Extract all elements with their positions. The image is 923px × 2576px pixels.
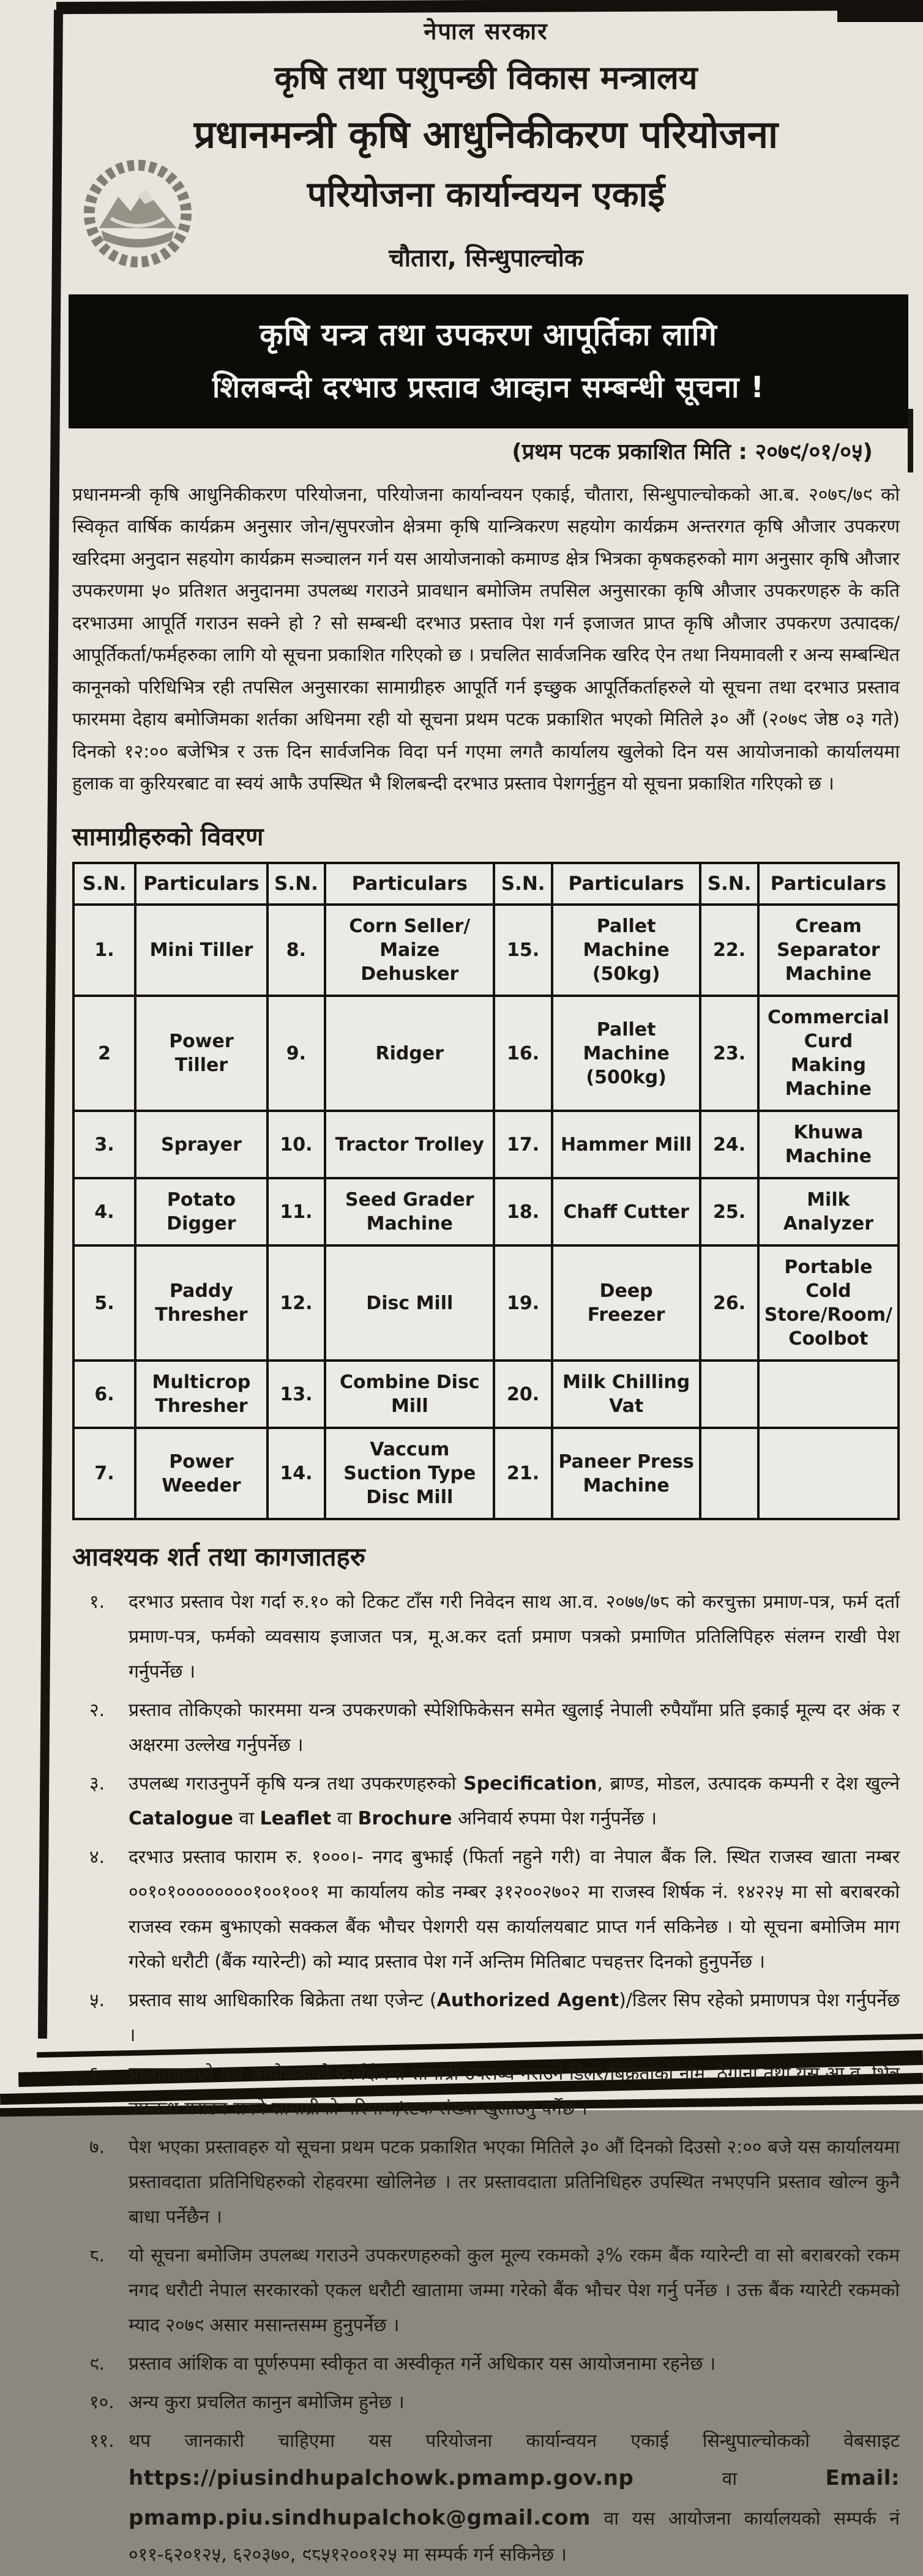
table-header-cell: S.N. xyxy=(700,863,758,905)
table-row xyxy=(73,1428,899,1519)
ministry-line: कृषि तथा पशुपन्छी विकास मन्त्रालय xyxy=(274,59,698,97)
text-fragment: प्रस्ताव साथ आधिकारिक बिक्रेता तथा एजेन्ट ( xyxy=(129,1990,437,2012)
condition-item xyxy=(89,2238,900,2343)
text-fragment: अन्य कुरा प्रचलित कानुन बमोजिम हुनेछ । xyxy=(129,2392,405,2414)
table-row xyxy=(73,1361,899,1428)
text-fragment: )/डिलर सिप रहेको प्रमाणपत्र पेश गर्नुपर्नेछ । xyxy=(129,1990,900,2047)
first-published-date: (प्रथम पटक प्रकाशित मिति : २०७९/०१/०५) xyxy=(512,439,873,465)
particular-cell: Ridger xyxy=(325,996,494,1111)
condition-item xyxy=(89,2130,900,2234)
serial-number-cell: 22. xyxy=(700,905,758,996)
latin-text-fragment: Specification xyxy=(463,1773,597,1795)
particular-cell: Pallet Machine (50kg) xyxy=(552,905,701,996)
condition-item xyxy=(89,2385,900,2420)
text-fragment: दरभाउ प्रस्ताव फाराम रु. १०००।- नगद बुझाई (फिर्ता नहुने गरी) वा नेपाल बैंक लि. स्थित राजस्व खाता नम्बर ००१०१००००००००१००१००१ मा कार्यालय कोड नम्बर ३१२००२७०२ मा राजस्व शिर्षक नं. १४२२५ मा सो बराबरको राजस्व रकम बुझाएको सक्कल बैंक भौचर पेशगरी यस कार्यालयबाट प्राप्त गर्न सकिनेछ । यो सूचना बमोजिम माग गरेको धरौटी (बैंक ग्यारेन्टी) को म्याद प्रस्ताव पेश गर्ने अन्तिम मितिबाट पचहत्तर दिनको हुनुपर्नेछ । xyxy=(129,1846,900,1973)
particular-cell: Deep Freezer xyxy=(552,1245,701,1361)
table-header-cell: S.N. xyxy=(267,863,325,905)
condition-item xyxy=(89,1693,900,1763)
serial-number-cell: 24. xyxy=(700,1111,758,1178)
table-header-cell: S.N. xyxy=(73,863,135,905)
serial-number-cell: 1. xyxy=(73,905,135,996)
serial-number-cell: 6. xyxy=(73,1361,135,1428)
condition-text xyxy=(129,1693,900,1763)
banner-title-line2: शिलबन्दी दरभाउ प्रस्ताव आव्हान सम्बन्धी सूचना ! xyxy=(212,370,765,405)
condition-text xyxy=(129,2385,900,2420)
materials-table-body xyxy=(73,905,899,1519)
particular-cell: Portable Cold Store/Room/ Coolbot xyxy=(758,1245,899,1361)
particular-cell xyxy=(758,1361,899,1428)
text-fragment: दरभाउ प्रस्ताव पेश गर्दा रु.१० को टिकट टाँस गरी निवेदन साथ आ.व. २०७७/७८ को करचुक्ता प्रमाण-पत्र, फर्म दर्ता प्रमाण-पत्र, फर्मको व्यवसाय इजाजत पत्र, मू.अ.कर दर्ता प्रमाण पत्रको प्रमाणित प्रतिलिपिहरु संलग्न राखी पेश गर्नुपर्नेछ । xyxy=(129,1591,900,1683)
text-fragment: वा xyxy=(633,2468,826,2490)
condition-number: ९. xyxy=(89,2353,105,2375)
condition-number: १०. xyxy=(89,2392,114,2414)
serial-number-cell: 3. xyxy=(73,1111,135,1178)
condition-item xyxy=(89,1585,900,1689)
serial-number-cell: 8. xyxy=(267,905,325,996)
table-header-row xyxy=(73,863,899,905)
particular-cell: Power Weeder xyxy=(135,1428,267,1519)
serial-number-cell: 5. xyxy=(73,1245,135,1361)
particular-cell: Disc Mill xyxy=(325,1245,494,1361)
particular-cell: Corn Seller/ Maize Dehusker xyxy=(325,905,494,996)
serial-number-cell: 4. xyxy=(73,1178,135,1245)
condition-text xyxy=(129,2130,900,2234)
condition-text xyxy=(129,1983,900,2053)
particular-cell: Milk Chilling Vat xyxy=(552,1361,701,1428)
text-fragment: उपलब्ध गराउनुपर्ने कृषि यन्त्र तथा उपकरणहरुको xyxy=(129,1773,464,1795)
condition-text xyxy=(129,2238,900,2343)
serial-number-cell: 14. xyxy=(267,1428,325,1519)
particular-cell: Tractor Trolley xyxy=(325,1111,494,1178)
conditions-list xyxy=(72,1585,900,2572)
particular-cell: Hammer Mill xyxy=(552,1111,701,1178)
table-row xyxy=(73,1111,899,1178)
latin-text-fragment: Brochure xyxy=(357,1808,452,1830)
location-line: चौतारा, सिन्धुपाल्चोक xyxy=(389,244,583,272)
latin-text-fragment: https://piusindhupalchowk.pmamp.gov.np xyxy=(129,2466,634,2491)
particular-cell: Multicrop Thresher xyxy=(135,1361,267,1428)
text-fragment: वा यस आयोजना कार्यालयको सम्पर्क नं ०११-६२०१२५, ६२०३७०, ९८५१२००१२५ मा सम्पर्क गर्न सकिनेछ । xyxy=(129,2507,900,2566)
condition-item xyxy=(89,1766,900,1836)
scan-left-border xyxy=(38,10,63,2039)
serial-number-cell: 26. xyxy=(700,1245,758,1361)
serial-number-cell: 21. xyxy=(494,1428,551,1519)
serial-number-cell: 19. xyxy=(494,1245,551,1361)
text-fragment: वा xyxy=(233,1808,260,1830)
serial-number-cell: 17. xyxy=(494,1111,551,1178)
notice-body-paragraph: प्रधानमन्त्री कृषि आधुनिकीकरण परियोजना, परियोजना कार्यान्वयन एकाई, चौतारा, सिन्धुपाल्चोकको आ.ब. २०७८/७९ को स्विकृत वार्षिक कार्यक्रम अनुसार जोन/सुपरजोन क्षेत्रमा कृषि यान्त्रिकरण सहयोग कार्यक्रम अन्तरगत कृषि औजार उपकरण खरिदमा अनुदान सहयोग कार्यक्रम सञ्चालन गर्न यस आयोजनाको कमाण्ड क्षेत्र भित्रका कृषकहरुको माग अनुसार कृषि औजार उपकरणमा ५० प्रतिशत अनुदानमा उपलब्ध गराउने प्रावधान बमोजिम तपसिल अनुसारका कृषि औजार उपकरणहरु के कति दरभाउमा आपूर्ति गराउन सक्ने हो ? सो सम्बन्धी दरभाउ प्रस्ताव पेश गर्न इजाजत प्राप्त कृषि औजार उपकरण उत्पादक/आपूर्तिकर्ता/फर्महरुका लागि यो सूचना प्रकाशित गरिएको छ । प्रचलित सार्वजनिक खरिद ऐन तथा नियमावली र अन्य सम्बन्धित कानूनको परिधिभित्र रही तपसिल अनुसारका सामाग्रीहरु आपूर्ति गर्न इच्छुक आपूर्तिकर्ताहरुले यो सूचना तथा दरभाउ प्रस्ताव फारममा देहाय बमोजिमका शर्तका अधिनमा रही यो सूचना प्रथम पटक प्रकाशित भएको मितिले ३० औं (२०७९ जेष्ठ ०३ गते) दिनको १२:०० बजेभित्र र उक्त दिन सार्वजनिक विदा पर्न गएमा लगतै कार्यालय खुलेको दिन यस आयोजनाको कार्यालयमा हुलाक वा कुरियरबाट वा स्वयं आफै उपस्थित भै शिलबन्दी दरभाउ प्रस्ताव पेशगर्नुहुन यो सूचना प्रकाशित गरिएको छ । xyxy=(72,483,900,795)
materials-table xyxy=(72,862,900,1520)
nepal-government-emblem-icon xyxy=(77,155,198,277)
particular-cell: Cream Separator Machine xyxy=(758,905,899,996)
table-header-cell: S.N. xyxy=(494,863,551,905)
latin-text-fragment: Leaflet xyxy=(260,1808,332,1830)
serial-number-cell: 20. xyxy=(494,1361,551,1428)
table-row xyxy=(73,1178,899,1245)
scan-top-edge xyxy=(56,0,923,14)
condition-item xyxy=(89,2424,900,2572)
conditions-section-title: आवश्यक शर्त तथा कागजातहरु xyxy=(72,1542,365,1572)
text-fragment: प्रस्ताव आंशिक वा पूर्णरुपमा स्वीकृत वा अस्वीकृत गर्ने अधिकार यस आयोजनामा रहनेछ । xyxy=(129,2353,716,2375)
text-fragment: प्रस्तावदाताले यस आयोजनाको कार्यक्षेत्रमा सामाग्री उपलब्ध गराउने डिलर/बिक्रेताको नाम, ठेगाना तथा यस आ.व. भित्र उपलब्ध गराउन सक्ने सामाग्रीको परिमाण/स्टक संख्या खुलाउनु पर्नेछ । xyxy=(129,2063,900,2120)
serial-number-cell xyxy=(700,1361,758,1428)
unit-line: परियोजना कार्यान्वयन एकाई xyxy=(307,174,665,215)
condition-number: ५. xyxy=(89,1990,105,2012)
latin-text-fragment: Authorized Agent xyxy=(436,1990,619,2012)
condition-item xyxy=(89,2056,900,2126)
particular-cell: Paneer Press Machine xyxy=(552,1428,701,1519)
table-header-cell: Particulars xyxy=(552,863,701,905)
text-fragment: थप जानकारी चाहिएमा यस परियोजना कार्यान्वयन एकाई सिन्धुपाल्चोकको वेबसाइट xyxy=(129,2430,900,2452)
particular-cell: Potato Digger xyxy=(135,1178,267,1245)
condition-number: ४. xyxy=(89,1846,105,1869)
notice-content xyxy=(72,15,900,2576)
particular-cell: Combine Disc Mill xyxy=(325,1361,494,1428)
scan-right-border-segment xyxy=(908,409,913,472)
text-fragment: अनिवार्य रुपमा पेश गर्नुपर्नेछ । xyxy=(452,1808,657,1830)
condition-number: २. xyxy=(89,1700,105,1722)
particular-cell: Seed Grader Machine xyxy=(325,1178,494,1245)
serial-number-cell: 12. xyxy=(267,1245,325,1361)
condition-number: ६. xyxy=(89,2063,105,2085)
notice-title-banner xyxy=(69,294,908,428)
particular-cell: Mini Tiller xyxy=(135,905,267,996)
condition-number: ३. xyxy=(89,1773,105,1795)
condition-number: ११. xyxy=(89,2430,114,2452)
particular-cell: Paddy Thresher xyxy=(135,1245,267,1361)
particular-cell: Chaff Cutter xyxy=(552,1178,701,1245)
table-header-cell: Particulars xyxy=(325,863,494,905)
text-fragment: पेश भएका प्रस्तावहरु यो सूचना प्रथम पटक प्रकाशित भएका मितिले ३० औं दिनको दिउसो २:०० बजे यस कार्यालयमा प्रस्तावदाता प्रतिनिधिहरुको रोहवरमा खोलिनेछ । तर प्रस्तावदाता प्रतिनिधिहरु उपस्थित नभएपनि प्रस्ताव खोल्न कुनै बाधा पर्नेछैन । xyxy=(129,2137,900,2228)
particular-cell: Sprayer xyxy=(135,1111,267,1178)
condition-number: १. xyxy=(89,1591,105,1613)
particular-cell: Milk Analyzer xyxy=(758,1178,899,1245)
text-fragment: प्रस्ताव तोकिएको फारममा यन्त्र उपकरणको स्पेशिफिकेसन समेत खुलाई नेपाली रुपैयाँमा प्रति इकाई मूल्य दर अंक र अक्षरमा उल्लेख गर्नुपर्नेछ । xyxy=(129,1700,900,1757)
table-header-cell: Particulars xyxy=(135,863,267,905)
condition-text xyxy=(129,1585,900,1689)
table-header-cell: Particulars xyxy=(758,863,899,905)
table-row xyxy=(73,1245,899,1361)
condition-text xyxy=(129,1840,900,1979)
condition-item xyxy=(89,1840,900,1979)
condition-text xyxy=(129,2424,900,2572)
table-row xyxy=(73,996,899,1111)
particular-cell: Vaccum Suction Type Disc Mill xyxy=(325,1428,494,1519)
particular-cell: Commercial Curd Making Machine xyxy=(758,996,899,1111)
serial-number-cell: 23. xyxy=(700,996,758,1111)
text-fragment: , ब्राण्ड, मोडल, उत्पादक कम्पनी र देश खुल्ने xyxy=(597,1773,900,1795)
condition-item xyxy=(89,2346,900,2381)
latin-text-fragment: Email: pmamp.piu.sindhupalchok@gmail.com xyxy=(129,2466,900,2530)
text-fragment: वा xyxy=(331,1808,358,1830)
materials-section-title: सामाग्रीहरुको विवरण xyxy=(72,821,264,851)
serial-number-cell: 10. xyxy=(267,1111,325,1178)
letterhead xyxy=(72,15,900,274)
serial-number-cell: 7. xyxy=(73,1428,135,1519)
serial-number-cell: 2 xyxy=(73,996,135,1111)
condition-number: ८. xyxy=(89,2245,105,2267)
serial-number-cell: 25. xyxy=(700,1178,758,1245)
particular-cell: Pallet Machine (500kg) xyxy=(552,996,701,1111)
condition-text xyxy=(129,1766,900,1836)
condition-text xyxy=(129,2346,900,2381)
particular-cell xyxy=(758,1428,899,1519)
latin-text-fragment: Catalogue xyxy=(129,1808,233,1830)
banner-title-line1: कृषि यन्त्र तथा उपकरण आपूर्तिका लागि xyxy=(260,316,717,353)
serial-number-cell: 9. xyxy=(267,996,325,1111)
serial-number-cell: 13. xyxy=(267,1361,325,1428)
table-row xyxy=(73,905,899,996)
condition-text xyxy=(129,2056,900,2126)
government-line: नेपाल सरकार xyxy=(424,18,548,45)
particular-cell: Power Tiller xyxy=(135,996,267,1111)
serial-number-cell: 18. xyxy=(494,1178,551,1245)
particular-cell: Khuwa Machine xyxy=(758,1111,899,1178)
serial-number-cell: 11. xyxy=(267,1178,325,1245)
serial-number-cell: 16. xyxy=(494,996,551,1111)
condition-number: ७. xyxy=(89,2137,105,2159)
project-line: प्रधानमन्त्री कृषि आधुनिकीकरण परियोजना xyxy=(193,112,779,157)
text-fragment: यो सूचना बमोजिम उपलब्ध गराउने उपकरणहरुको कुल मूल्य रकमको ३% रकम बैंक ग्यारेन्टी वा सो बराबरको रकम नगद धरौटी नेपाल सरकारको एकल धरौटी खातामा जम्मा गरेको बैंक भौचर पेश गर्नु पर्नेछ । उक्त बैंक ग्यारेटी रकमको म्याद २०७९ असार मसान्तसम्म हुनुपर्नेछ । xyxy=(129,2245,900,2337)
condition-item xyxy=(89,1983,900,2053)
serial-number-cell xyxy=(700,1428,758,1519)
serial-number-cell: 15. xyxy=(494,905,551,996)
